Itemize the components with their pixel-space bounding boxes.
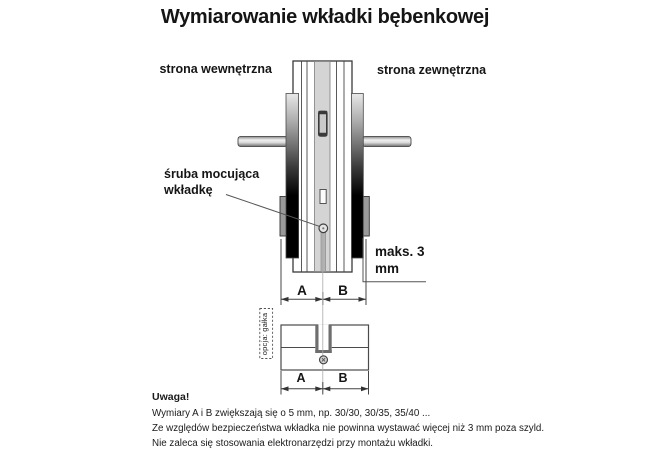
outer-side-label: strona zewnętrzna [377,63,487,77]
knob-option-label: opcja: gałka [260,312,269,355]
note-block [152,391,632,450]
cam-channel-wall-left [315,325,318,353]
page-title: Wymiarowanie wkładki bębenkowej [160,6,490,28]
spindle-slot [318,111,327,136]
dimension-b-label-bottom: B [338,371,348,385]
note-line: Nie zaleca się stosowania elektronarzędzi przy montażu wkładki. [152,438,433,449]
escutcheon-outer [352,94,364,259]
cam-channel-wall-right [329,325,332,353]
escutcheon-inner [286,94,299,259]
cam-channel-bottom [315,350,331,353]
dimension-a-label-top: A [297,283,307,298]
max-protrusion-label: maks. 3 mm [375,244,425,276]
note-line: Wymiary A i B zwiększają się o 5 mm, np. 30/30, 30/35, 35/40 ... [152,408,431,419]
key-channel-slot [320,190,326,204]
dimension-a-label-bottom: A [296,371,306,385]
note-line: Ze względów bezpieczeństwa wkładka nie powinna wystawać więcej niż 3 mm poza szyld. [152,423,545,434]
note-heading: Uwaga! [152,391,190,403]
fixing-screw [319,224,328,233]
dimension-b-label-top: B [338,283,348,298]
fixing-screw-label: śruba mocująca wkładkę [164,167,260,197]
fixing-screw-channel [321,232,326,272]
fixing-screw-side-view [320,356,328,364]
inner-side-label: strona wewnętrzna [159,62,272,76]
